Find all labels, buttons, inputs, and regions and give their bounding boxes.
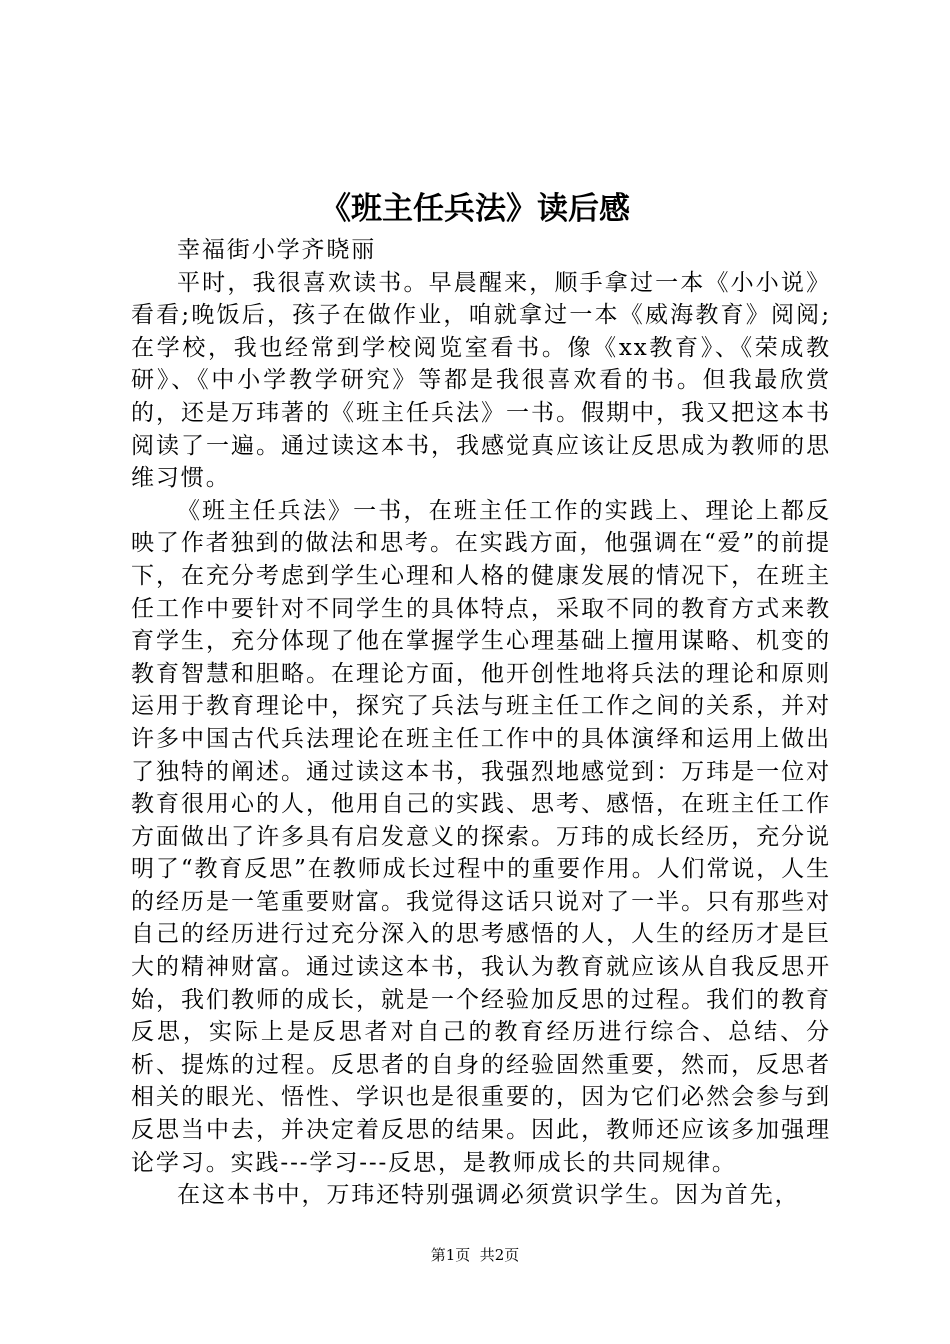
document-body bbox=[131, 234, 831, 1212]
paragraph-3: 在这本书中，万玮还特别强调必须赏识学生。因为首先， bbox=[177, 1182, 800, 1209]
paragraph-2: 《班主任兵法》一书，在班主任工作的实践上、理论上都反映了作者独到的做法和思考。在实践方面，他强调在“爱”的前提下，在充分考虑到学生心理和人格的健康发展的情况下，在班主任工作中要针对不同学生的具体特点，采取不同的教育方式来教育学生，充分体现了他在掌握学生心理基础上擅用谋略、机变的教育智慧和胆略。在理论方面，他开创性地将兵法的理论和原则运用于教育理论中，探究了兵法与班主任工作之间的关系，并对许多中国古代兵法理论在班主任工作中的具体演绎和运用上做出了独特的阐述。通过读这本书，我强烈地感觉到：万玮是一位对教育很用心的人，他用自己的实践、思考、感悟，在班主任工作方面做出了许多具有启发意义的探索。万玮的成长经历，充分说明了“教育反思”在教师成长过程中的重要作用。人们常说，人生的经历是一笔重要财富。我觉得这话只说对了一半。只有那些对自己的经历进行过充分深入的思考感悟的人，人生的经历才是巨大的精神财富。通过读这本书，我认为教育就应该从自我反思开始，我们教师的成长，就是一个经验加反思的过程。我们的教育反思，实际上是反思者对自己的教育经历进行综合、总结、分析、提炼的过程。反思者的自身的经验固然重要，然而，反思者相关的眼光、悟性、学识也是很重要的，因为它们必然会参与到反思当中去，并决定着反思的结果。因此，教师还应该多加强理论学习。实践---学习---反思，是教师成长的共同规律。 bbox=[131, 497, 831, 1176]
paragraph-1: 平时，我很喜欢读书。早晨醒来，顺手拿过一本《小小说》看看;晚饭后，孩子在做作业，咱就拿过一本《威海教育》阅阅;在学校，我也经常到学校阅览室看书。像《xx教育》、《荣成教研》、《中小学教学研究》等都是我很喜欢看的书。但我最欣赏的，还是万玮著的《班主任兵法》一书。假期中，我又把这本书阅读了一遍。通过读这本书，我感觉真应该让反思成为教师的思维习惯。 bbox=[131, 269, 831, 492]
page-number-footer: 第1页 共2页 bbox=[430, 1246, 520, 1264]
author-line: 幸福街小学齐晓丽 bbox=[177, 237, 377, 263]
document-title: 《班主任兵法》读后感 bbox=[320, 191, 630, 227]
